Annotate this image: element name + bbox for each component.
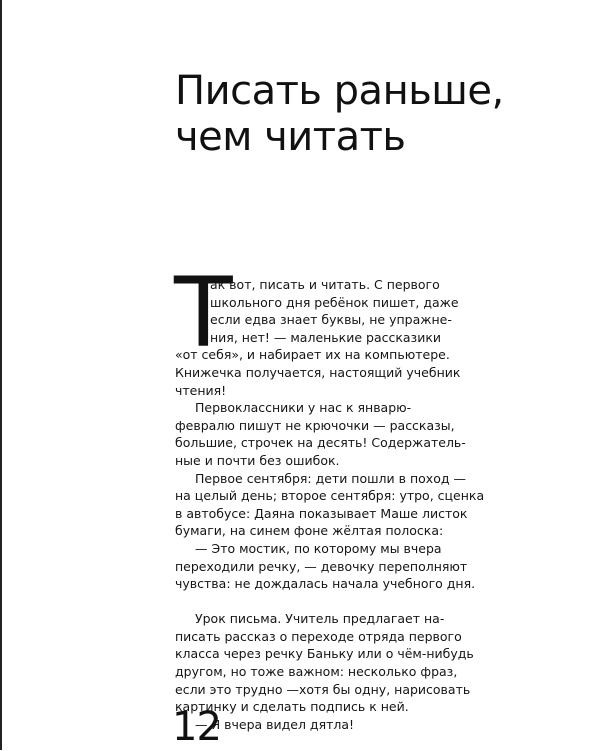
text-line: если едва знает буквы, не упражне- <box>210 312 452 328</box>
text-line: большие, строчек на десять! Содержатель- <box>175 435 466 451</box>
text-line: «от себя», и набирает их на компьютере. <box>175 347 450 363</box>
text-line: ния, нет! — маленькие рассказики <box>210 329 442 345</box>
text-line: класса через речку Баньку или о чём-нибудь <box>175 646 474 662</box>
chapter-title-line-1: Писать раньше, <box>175 68 504 114</box>
text-line: Урок письма. Учитель предлагает на- <box>195 611 445 627</box>
text-line: — Я вчера видел дятла! <box>195 716 355 732</box>
text-line: в автобусе: Даяна показывает Маше листок <box>175 505 468 521</box>
text-line: писать рассказ о переходе отряда первого <box>175 628 462 644</box>
text-line: другом, но тоже важном: несколько фраз, <box>175 664 458 680</box>
text-line: картинку и сделать подпись к ней. <box>175 699 409 715</box>
chapter-title <box>175 68 555 160</box>
text-line: — Это мостик, по которому мы вчера <box>195 540 442 556</box>
text-line: бумаги, на синем фоне жёлтая полоска: <box>175 523 444 539</box>
page-number: 12 <box>172 704 221 750</box>
chapter-title-line-2: чем читать <box>175 114 406 160</box>
text-line: ак вот, писать и читать. С первого <box>210 277 440 292</box>
text-line: Первоклассники у нас к январю- <box>195 400 412 416</box>
page-edge-line <box>0 0 2 750</box>
text-line: чтения! <box>175 382 227 398</box>
drop-cap-letter: Т <box>174 257 233 369</box>
text-line: чувства: не дождалась начала учебного дня. <box>175 576 476 592</box>
text-line: Книжечка получается, настоящий учебник <box>175 364 461 380</box>
text-line: школьного дня ребёнок пишет, даже <box>210 294 459 310</box>
text-line: на целый день; второе сентября: утро, сценка <box>175 488 485 504</box>
text-line: ные и почти без ошибок. <box>175 452 340 468</box>
text-line: Первое сентября: дети пошли в поход — <box>195 470 466 486</box>
body-text <box>175 276 485 733</box>
text-line: февралю пишут не крючочки — рассказы, <box>175 417 455 433</box>
paragraph-gap <box>175 593 475 611</box>
text-line: переходили речку, — девочку переполняют <box>175 558 468 574</box>
text-line: если это трудно —хотя бы одну, нарисовать <box>175 681 471 697</box>
